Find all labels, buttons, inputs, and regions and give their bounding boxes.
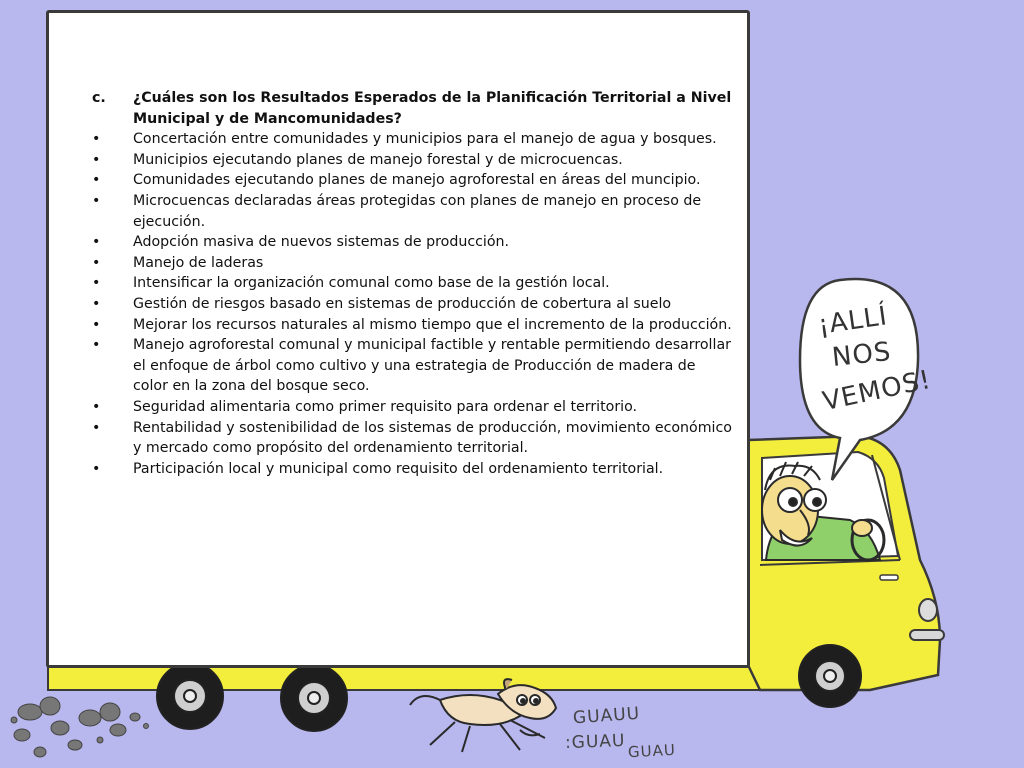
bullet-text: Adopción masiva de nuevos sistemas de producción. bbox=[133, 234, 510, 251]
bullet-marker: • bbox=[92, 275, 101, 292]
bullet-item bbox=[92, 418, 732, 459]
bullet-item bbox=[92, 397, 732, 418]
bullet-text: Manejo de laderas bbox=[133, 254, 264, 271]
bullet-marker: • bbox=[92, 295, 101, 312]
truck-bed bbox=[48, 665, 760, 690]
bullet-text: Municipios ejecutando planes de manejo forestal y de microcuencas. bbox=[133, 151, 623, 168]
bullet-item bbox=[92, 150, 732, 171]
bullet-item bbox=[92, 170, 732, 191]
bullet-item bbox=[92, 253, 732, 274]
bullet-item bbox=[92, 294, 732, 315]
bullet-text: Seguridad alimentaria como primer requisito para ordenar el territorio. bbox=[133, 398, 638, 415]
bullet-marker: • bbox=[92, 419, 101, 436]
heading-marker: c. bbox=[92, 90, 106, 106]
bullet-marker: • bbox=[92, 337, 101, 354]
exhaust-smoke bbox=[11, 697, 149, 757]
wheel-front bbox=[799, 645, 861, 707]
bullet-marker: • bbox=[92, 460, 101, 477]
bullet-text: Concertación entre comunidades y municipios para el manejo de agua y bosques. bbox=[133, 131, 717, 148]
bullet-item bbox=[92, 315, 732, 336]
bullet-marker: • bbox=[92, 131, 101, 148]
bullet-marker: • bbox=[92, 316, 101, 333]
bullet-marker: • bbox=[92, 192, 101, 209]
bullet-text: Mejorar los recursos naturales al mismo tiempo que el incremento de la producción. bbox=[133, 316, 732, 333]
bullet-marker: • bbox=[92, 254, 101, 271]
slide-content bbox=[92, 88, 732, 479]
bullet-marker: • bbox=[92, 398, 101, 415]
bullet-text: Intensificar la organización comunal como base de la gestión local. bbox=[133, 275, 610, 292]
bullet-item bbox=[92, 232, 732, 253]
bullet-item bbox=[92, 335, 732, 397]
bullet-marker: • bbox=[92, 151, 101, 168]
bullet-text: Manejo agroforestal comunal y municipal factible y rentable permitiendo desarrollar el enfoque de árbol como cultivo y una estrategia de Producción de madera de color en la zona del bosque seco. bbox=[133, 337, 731, 395]
bullet-marker: • bbox=[92, 234, 101, 251]
bubble-line-2: NOS bbox=[830, 336, 893, 374]
bullet-text: Rentabilidad y sostenibilidad de los sistemas de producción, movimiento económico y mercado como propósito del ordenamiento territorial. bbox=[133, 419, 732, 457]
bullet-item bbox=[92, 459, 732, 480]
bullet-item bbox=[92, 129, 732, 150]
wheel-rear-2 bbox=[281, 665, 347, 731]
bullet-marker: • bbox=[92, 172, 101, 189]
bullet-text: Microcuencas declaradas áreas protegidas con planes de manejo en proceso de ejecución. bbox=[133, 192, 702, 230]
wheel-rear-1 bbox=[157, 663, 223, 729]
bubble-line-3: VEMOS! bbox=[820, 364, 934, 418]
bullet-list bbox=[92, 129, 732, 479]
bullet-text: Comunidades ejecutando planes de manejo agroforestal en áreas del muncipio. bbox=[133, 172, 701, 189]
bark-line-2: :GUAU bbox=[564, 730, 626, 754]
heading-text: ¿Cuáles son los Resultados Esperados de la Planificación Territorial a Nivel Municipal y de Mancomunidades? bbox=[133, 90, 732, 127]
bark-line-3: GUAU bbox=[627, 740, 677, 762]
bubble-line-1: ¡ALLÍ bbox=[816, 301, 890, 341]
bullet-text: Participación local y municipal como requisito del ordenamiento territorial. bbox=[133, 460, 664, 477]
heading-row bbox=[92, 88, 732, 129]
bullet-item bbox=[92, 191, 732, 232]
bullet-item bbox=[92, 273, 732, 294]
bark-line-1: GUAUU bbox=[572, 703, 641, 729]
bullet-text: Gestión de riesgos basado en sistemas de producción de cobertura al suelo bbox=[133, 295, 672, 312]
